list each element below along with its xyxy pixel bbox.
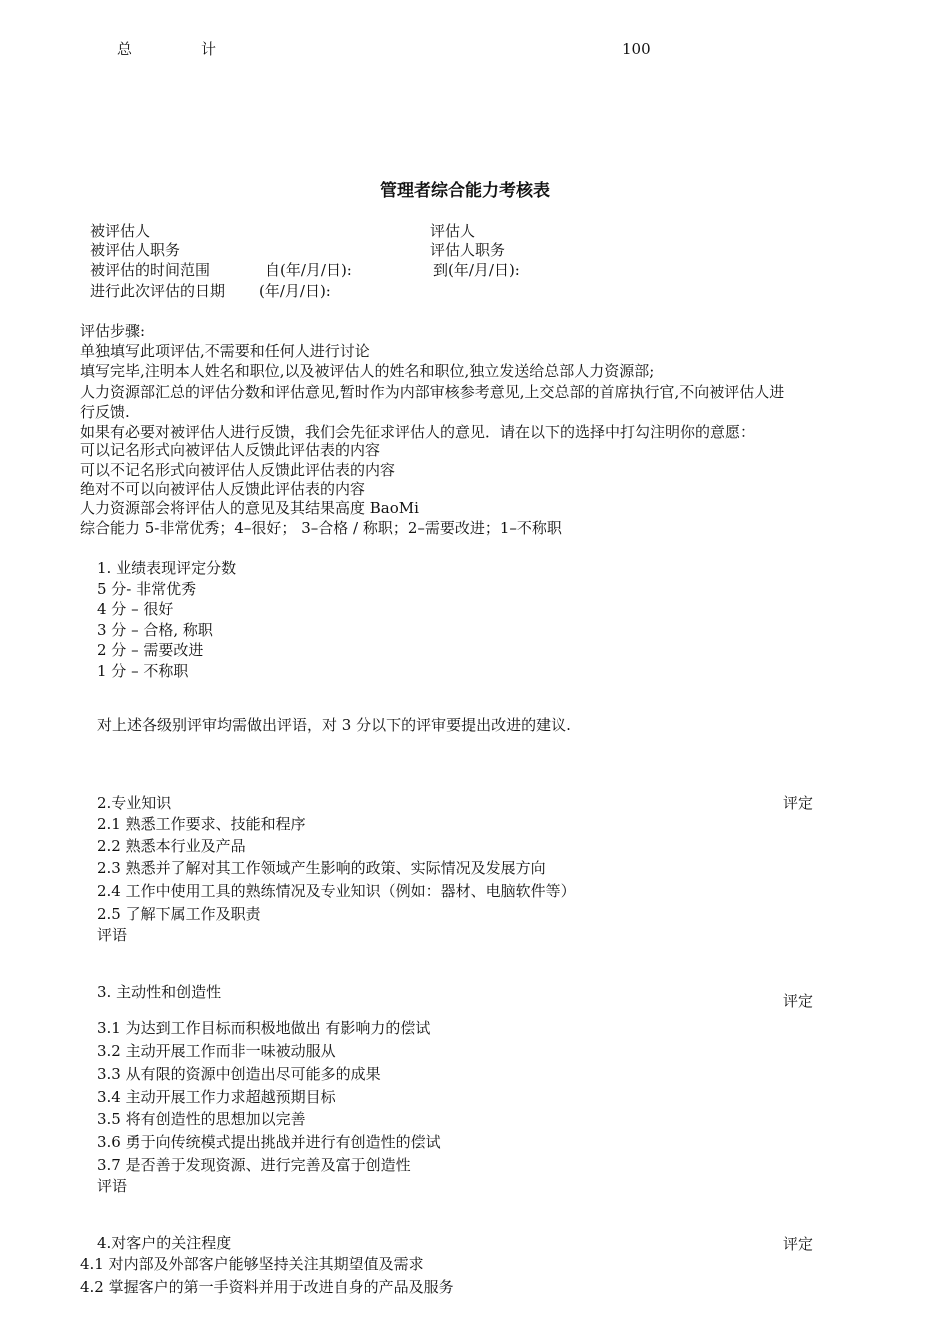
criteria-item: 2.2 熟悉本行业及产品 — [97, 837, 246, 855]
section2-comment-label: 评语 — [97, 926, 128, 944]
feedback-option: 可以不记名形式向被评估人反馈此评估表的内容 — [80, 461, 396, 479]
criteria-item: 3.7 是否善于发现资源、进行完善及富于创造性 — [97, 1156, 411, 1174]
eval-date-label: 进行此次评估的日期 — [90, 282, 226, 300]
criteria-item: 2.4 工作中使用工具的熟练情况及专业知识（例如：器材、电脑软件等） — [97, 882, 576, 900]
evaluatee-label: 被评估人 — [90, 222, 151, 240]
section3-heading: 3. 主动性和创造性 — [97, 983, 222, 1001]
section3-comment-label: 评语 — [97, 1177, 128, 1195]
total-value: 100 — [622, 40, 651, 58]
step-line: 单独填写此项评估,不需要和任何人进行讨论 — [80, 342, 370, 360]
section2-rating-label: 评定 — [783, 794, 814, 812]
score-item: 5 分- 非常优秀 — [97, 580, 197, 598]
criteria-item: 3.4 主动开展工作力求超越预期目标 — [97, 1088, 336, 1106]
section1-heading: 1. 业绩表现评定分数 — [97, 559, 237, 577]
rating-scale: 综合能力 5-非常优秀；4–很好； 3–合格 / 称职；2–需要改进；1–不称职 — [80, 519, 562, 537]
step-line: 如果有必要对被评估人进行反馈，我们会先征求评估人的意见．请在以下的选择中打勾注明你的意愿： — [80, 423, 756, 441]
score-item: 4 分 – 很好 — [97, 600, 174, 618]
score-item: 1 分 – 不称职 — [97, 662, 189, 680]
step-line: 填写完毕,注明本人姓名和职位,以及被评估人的姓名和职位,独立发送给总部人力资源部; — [80, 362, 655, 380]
criteria-item: 2.5 了解下属工作及职责 — [97, 905, 261, 923]
section3-rating-label: 评定 — [783, 992, 814, 1010]
total-label-a: 总 — [117, 40, 133, 58]
criteria-item: 3.5 将有创造性的思想加以完善 — [97, 1110, 306, 1128]
from-date-label: 自(年/月/日): — [265, 261, 352, 279]
evaluator-label: 评估人 — [430, 222, 476, 240]
evaluator-position-label: 评估人职务 — [430, 241, 506, 259]
criteria-item: 3.6 勇于向传统模式提出挑战并进行有创造性的偿试 — [97, 1133, 441, 1151]
time-range-label: 被评估的时间范围 — [90, 261, 211, 279]
feedback-option: 可以记名形式向被评估人反馈此评估表的内容 — [80, 441, 381, 459]
criteria-item: 4.2 掌握客户的第一手资料并用于改进自身的产品及服务 — [80, 1278, 454, 1296]
page-title: 管理者综合能力考核表 — [380, 181, 550, 201]
criteria-item: 4.1 对内部及外部客户能够坚持关注其期望值及需求 — [80, 1255, 424, 1273]
criteria-item: 2.1 熟悉工作要求、技能和程序 — [97, 815, 306, 833]
total-label-b: 计 — [201, 40, 217, 58]
score-item: 2 分 – 需要改进 — [97, 641, 204, 659]
step-line: 人力资源部会将评估人的意见及其结果高度 BaoMi — [80, 499, 419, 517]
eval-date-format: (年/月/日): — [259, 282, 331, 300]
step-line: 人力资源部汇总的评估分数和评估意见,暂时作为内部审核参考意见,上交总部的首席执行官,不向被评估人进 — [80, 383, 785, 401]
section4-heading: 4.对客户的关注程度 — [97, 1234, 232, 1252]
step-line: 行反馈. — [80, 403, 130, 421]
criteria-item: 3.1 为达到工作目标而积极地做出 有影响力的偿试 — [97, 1019, 431, 1037]
evaluatee-position-label: 被评估人职务 — [90, 241, 181, 259]
criteria-item: 2.3 熟悉并了解对其工作领域产生影响的政策、实际情况及发展方向 — [97, 859, 546, 877]
criteria-item: 3.2 主动开展工作而非一味被动服从 — [97, 1042, 336, 1060]
score-item: 3 分 – 合格, 称职 — [97, 621, 213, 639]
steps-heading: 评估步骤: — [80, 322, 146, 340]
criteria-item: 3.3 从有限的资源中创造出尽可能多的成果 — [97, 1065, 381, 1083]
section2-heading: 2.专业知识 — [97, 794, 172, 812]
to-date-label: 到(年/月/日): — [433, 261, 520, 279]
feedback-option: 绝对不可以向被评估人反馈此评估表的内容 — [80, 480, 366, 498]
section1-note: 对上述各级别评审均需做出评语，对 3 分以下的评审要提出改进的建议. — [97, 716, 571, 734]
section4-rating-label: 评定 — [783, 1235, 814, 1253]
